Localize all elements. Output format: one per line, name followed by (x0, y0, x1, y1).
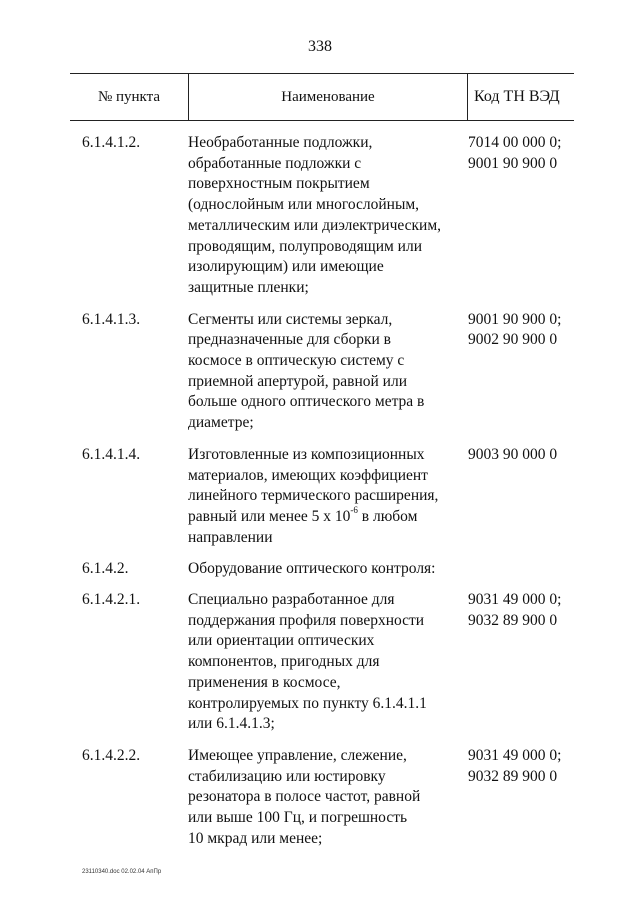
name-line: проводящим, полупроводящим или (188, 237, 423, 255)
table-row (0, 310, 640, 434)
name-line: или ориентации оптических (188, 632, 375, 650)
item-number: 6.1.4.2.1. (82, 591, 141, 609)
name-line: диаметре; (188, 414, 254, 432)
name-line: компонентов, пригодных для (188, 653, 380, 671)
name-line: больше одного оптического метра в (188, 393, 425, 411)
name-line: Оборудование оптического контроля: (188, 560, 436, 578)
code-line: 9001 90 900 0; (468, 310, 562, 328)
name-line: Изготовленные из композиционных (188, 445, 425, 463)
name-line: космосе в оптическую систему с (188, 352, 405, 370)
header-code: Код ТН ВЭД (474, 88, 560, 105)
code-line: 9031 49 000 0; (468, 591, 562, 609)
item-name (188, 590, 463, 735)
item-code (468, 133, 618, 174)
code-line: 9031 49 000 0; (468, 746, 562, 764)
name-line: предназначенные для сборки в (188, 331, 391, 349)
code-line: 7014 00 000 0; (468, 134, 562, 151)
code-line: 9032 89 900 0 (468, 611, 558, 629)
item-name (188, 445, 463, 549)
code-line: 9002 90 900 0 (468, 331, 558, 349)
name-line: или 6.1.4.1.3; (188, 715, 275, 733)
table-row (0, 746, 640, 850)
table-row (0, 590, 640, 735)
item-name (188, 746, 463, 850)
footer-file-reference: 23110340.doc 02.02.04 АпПр (82, 869, 162, 875)
name-line: резонатора в полосе частот, равной (188, 788, 421, 806)
name-line: (однослойным или многослойным, (188, 196, 420, 214)
name-line: Имеющее управление, слежение, (188, 746, 407, 764)
name-line: изолирующим) или имеющие (188, 258, 384, 276)
table-row (0, 445, 640, 549)
item-code (468, 310, 618, 351)
item-number: 6.1.4.2.2. (82, 746, 141, 764)
name-line: материалов, имеющих коэффициент (188, 466, 428, 484)
code-line: 9001 90 900 0 (468, 154, 558, 172)
name-line: приемной апертурой, равной или (188, 372, 407, 390)
name-line: Сегменты или системы зеркал, (188, 310, 393, 328)
header-name: Наименование (188, 74, 468, 120)
name-line: защитные пленки; (188, 278, 309, 296)
table-body (0, 133, 640, 850)
name-line-exponent: равный или менее 5 x $10^{-6}$ в любом (188, 504, 418, 525)
item-code (468, 445, 618, 466)
item-name (188, 559, 463, 580)
name-line: Необработанные подложки, (188, 134, 373, 151)
name-line: или выше 100 Гц, и погрешность (188, 809, 408, 827)
table-row (0, 559, 640, 580)
name-line: направлении (188, 528, 273, 546)
name-line: 10 мкрад или менее; (188, 829, 323, 847)
name-line: контролируемых по пункту 6.1.4.1.1 (188, 694, 427, 712)
item-name (188, 133, 463, 299)
name-line: обработанные подложки с (188, 154, 362, 172)
item-code (468, 590, 618, 631)
item-number: 6.1.4.1.3. (82, 310, 141, 328)
item-name (188, 310, 463, 434)
item-code (468, 746, 618, 787)
table-row (0, 133, 640, 299)
name-line: линейного термического расширения, (188, 487, 439, 505)
item-number: 6.1.4.1.4. (82, 445, 141, 463)
name-line: применения в космосе, (188, 673, 341, 691)
item-number: 6.1.4.1.2. (82, 134, 141, 151)
name-line: поверхностным покрытием (188, 175, 370, 193)
page-number: 338 (308, 38, 332, 55)
code-line: 9003 90 000 0 (468, 445, 558, 463)
name-line: металлическим или диэлектрическим, (188, 216, 442, 234)
name-line: стабилизацию или юстировку (188, 767, 386, 785)
table-header (70, 73, 574, 121)
name-line: поддержания профиля поверхности (188, 611, 425, 629)
header-item-number: № пункта (97, 89, 161, 105)
item-number: 6.1.4.2. (82, 560, 129, 578)
name-line: Специально разработанное для (188, 591, 395, 609)
exponent: -6 (350, 504, 358, 515)
code-line: 9032 89 900 0 (468, 767, 558, 785)
